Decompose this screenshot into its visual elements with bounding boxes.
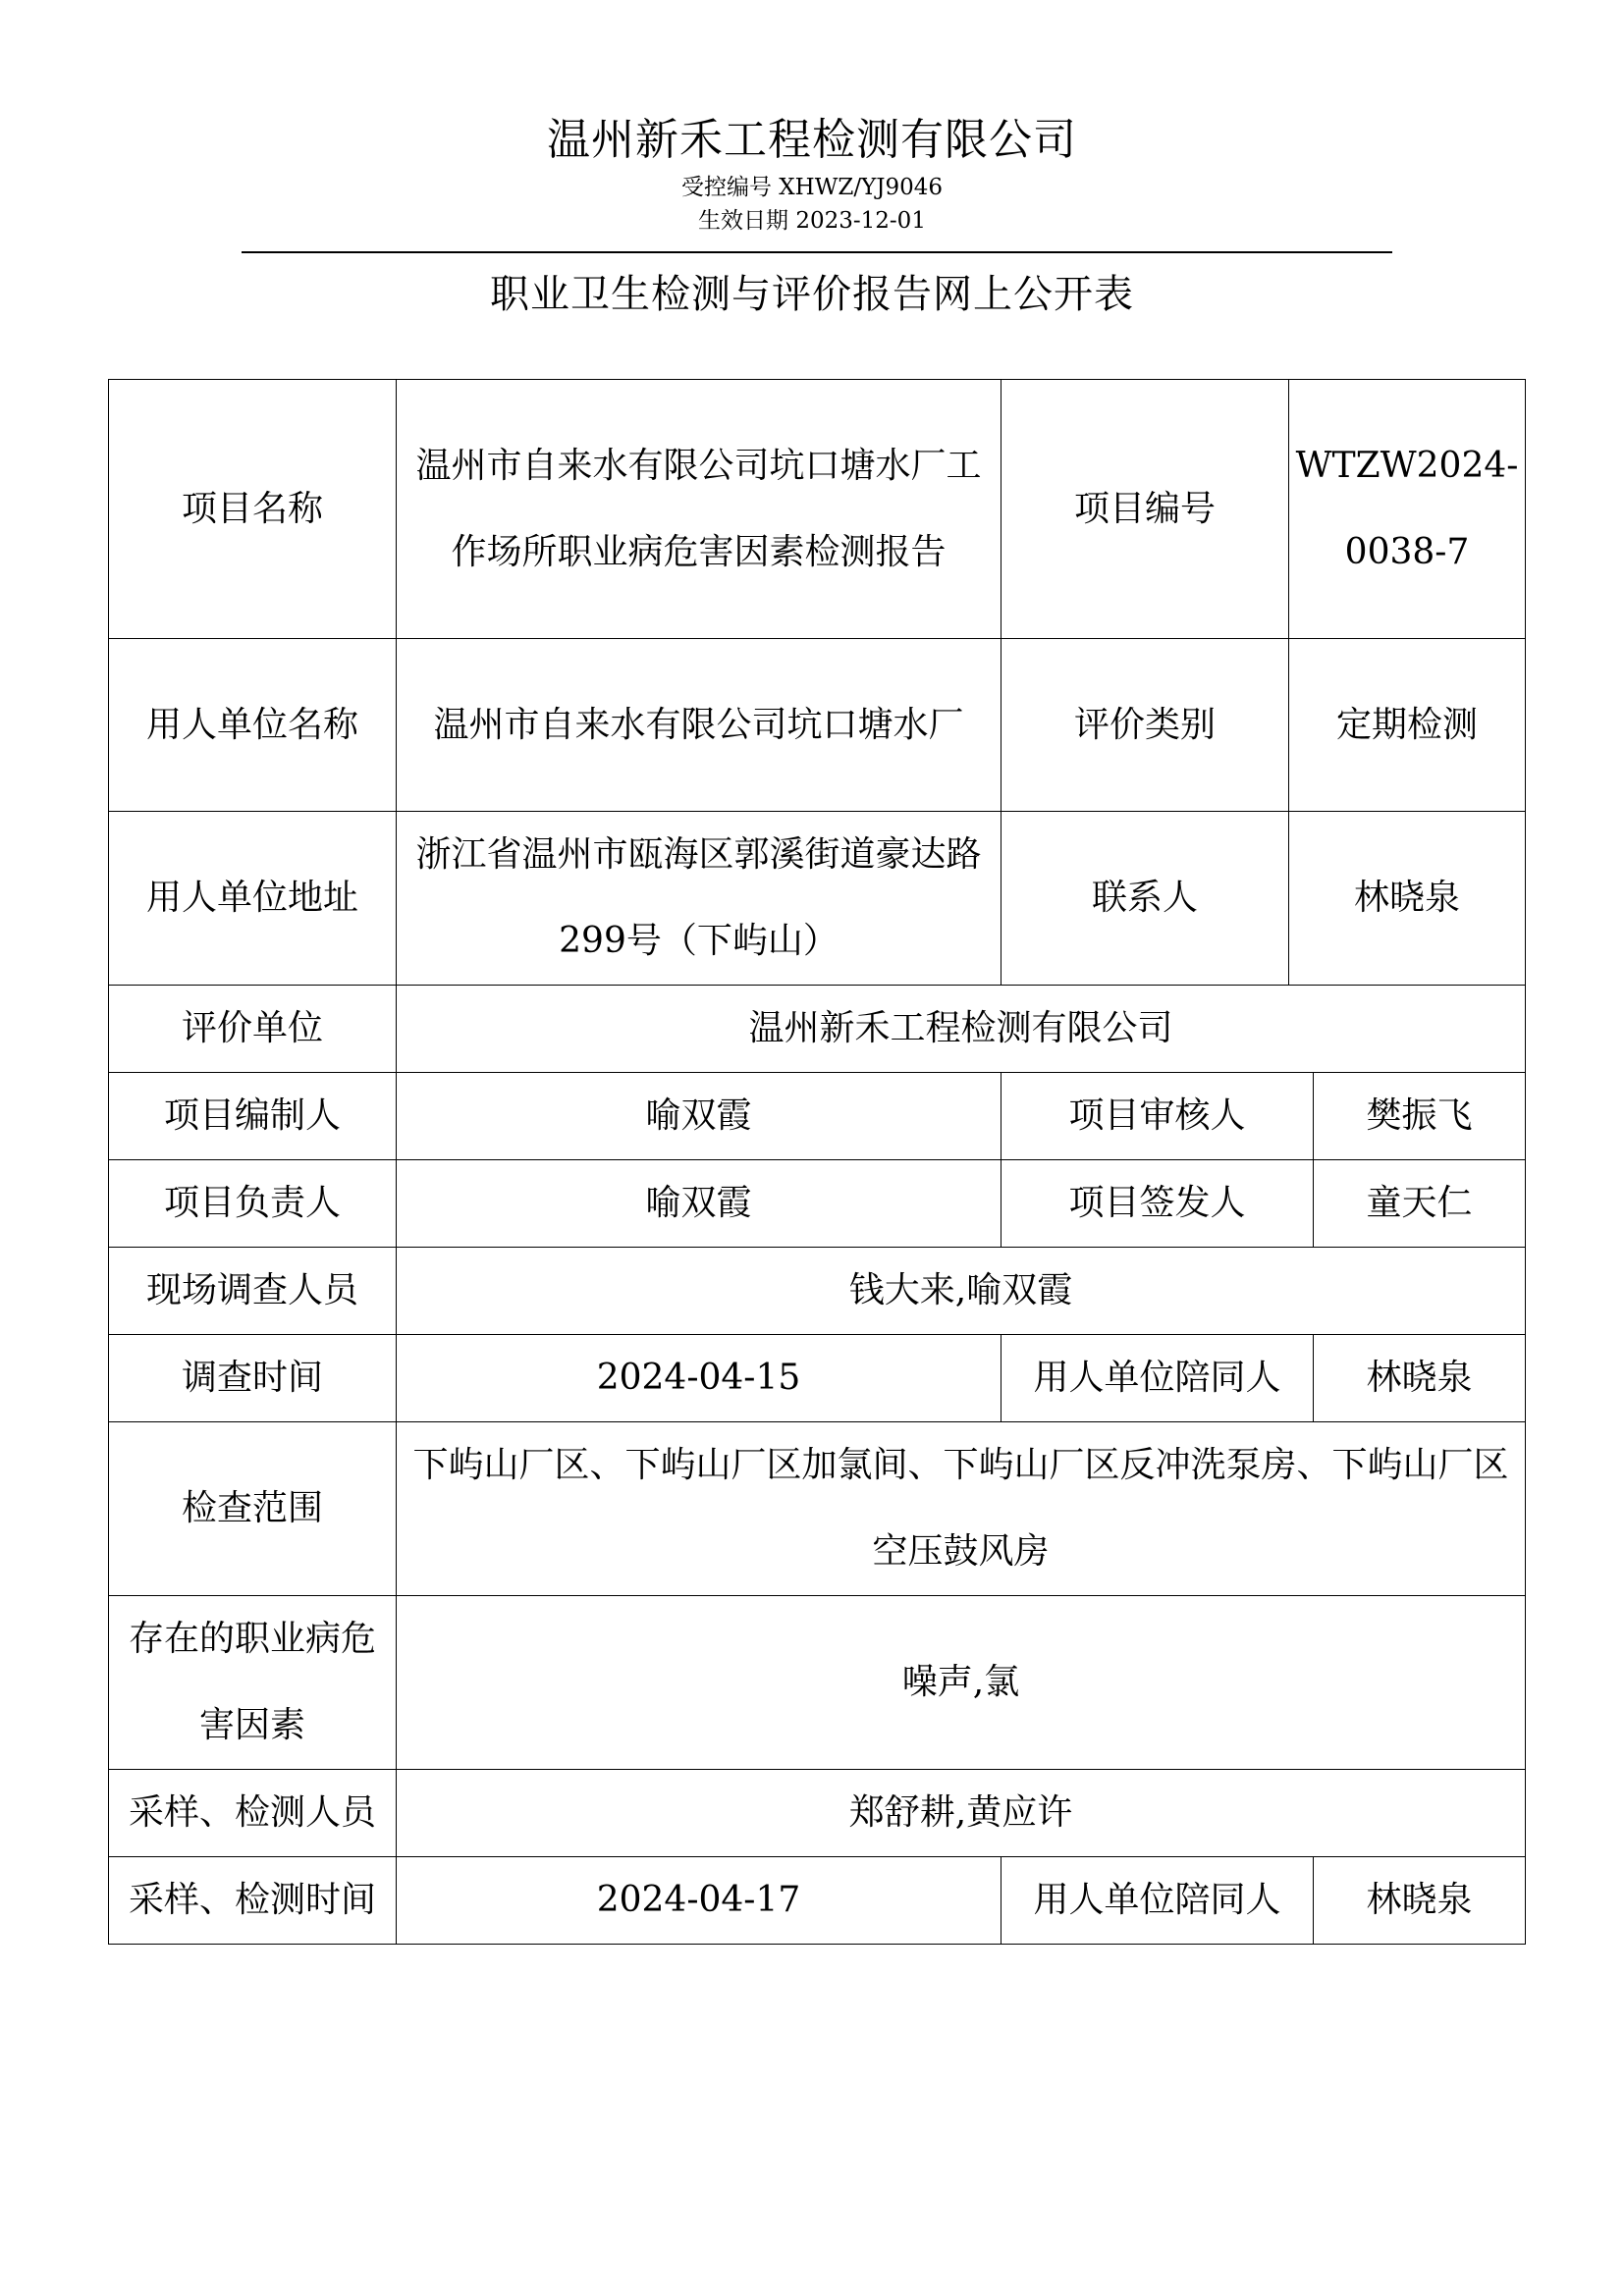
value-survey-time: 2024-04-15 [397,1335,1001,1422]
label-survey-time: 调查时间 [109,1335,397,1422]
label-project-name: 项目名称 [109,380,397,639]
document-title: 职业卫生检测与评价报告网上公开表 [490,272,1134,317]
value-survey-escort: 林晓泉 [1314,1335,1526,1422]
table-row-inspection-scope [109,1422,1526,1596]
table-row-hazards [109,1596,1526,1770]
label-issuer: 项目签发人 [1001,1160,1314,1248]
label-evaluation-unit: 评价单位 [109,986,397,1073]
value-issuer: 童天仁 [1314,1160,1526,1248]
value-hazards: 噪声,氯 [397,1596,1526,1770]
value-project-name: 温州市自来水有限公司坑口塘水厂工作场所职业病危害因素检测报告 [397,380,1001,639]
label-employer-address: 用人单位地址 [109,812,397,986]
value-sampling-time: 2024-04-17 [397,1857,1001,1945]
value-survey-staff: 钱大来,喻双霞 [397,1248,1526,1335]
table-row-survey-time [109,1335,1526,1422]
table-row-sampling-staff [109,1770,1526,1857]
table-row-sampling-time [109,1857,1526,1945]
label-survey-staff: 现场调查人员 [109,1248,397,1335]
label-inspection-scope: 检查范围 [109,1422,397,1596]
value-evaluation-category: 定期检测 [1289,639,1526,812]
table-row-project-lead [109,1160,1526,1248]
effective-date: 生效日期 2023-12-01 [698,208,926,234]
value-employer-address: 浙江省温州市瓯海区郭溪街道豪达路299号（下屿山） [397,812,1001,986]
value-reviewer: 樊振飞 [1314,1073,1526,1160]
label-survey-escort: 用人单位陪同人 [1001,1335,1314,1422]
label-employer-name: 用人单位名称 [109,639,397,812]
value-inspection-scope: 下屿山厂区、下屿山厂区加氯间、下屿山厂区反冲洗泵房、下屿山厂区空压鼓风房 [397,1422,1526,1596]
label-reviewer: 项目审核人 [1001,1073,1314,1160]
label-evaluation-category: 评价类别 [1001,639,1289,812]
label-compiler: 项目编制人 [109,1073,397,1160]
company-name: 温州新禾工程检测有限公司 [547,115,1077,165]
value-project-number: WTZW2024-0038-7 [1289,380,1526,639]
value-sampling-staff: 郑舒耕,黄应许 [397,1770,1526,1857]
table-row-evaluation-unit [109,986,1526,1073]
control-number: 受控编号 XHWZ/YJ9046 [680,175,944,200]
label-sampling-escort: 用人单位陪同人 [1001,1857,1314,1945]
label-contact-person: 联系人 [1001,812,1289,986]
label-hazards: 存在的职业病危害因素 [109,1596,397,1770]
document-header [0,110,1624,238]
label-sampling-time: 采样、检测时间 [109,1857,397,1945]
label-project-lead: 项目负责人 [109,1160,397,1248]
table-row-employer-address [109,812,1526,986]
label-project-number: 项目编号 [1001,380,1289,639]
disclosure-table [108,379,1526,1945]
table-row-survey-staff [109,1248,1526,1335]
value-contact-person: 林晓泉 [1289,812,1526,986]
value-sampling-escort: 林晓泉 [1314,1857,1526,1945]
table-row-employer-name [109,639,1526,812]
table-row-project-name [109,380,1526,639]
value-evaluation-unit: 温州新禾工程检测有限公司 [397,986,1526,1073]
value-project-lead: 喻双霞 [397,1160,1001,1248]
table-row-compiler [109,1073,1526,1160]
value-employer-name: 温州市自来水有限公司坑口塘水厂 [397,639,1001,812]
value-compiler: 喻双霞 [397,1073,1001,1160]
header-divider [242,251,1392,253]
label-sampling-staff: 采样、检测人员 [109,1770,397,1857]
